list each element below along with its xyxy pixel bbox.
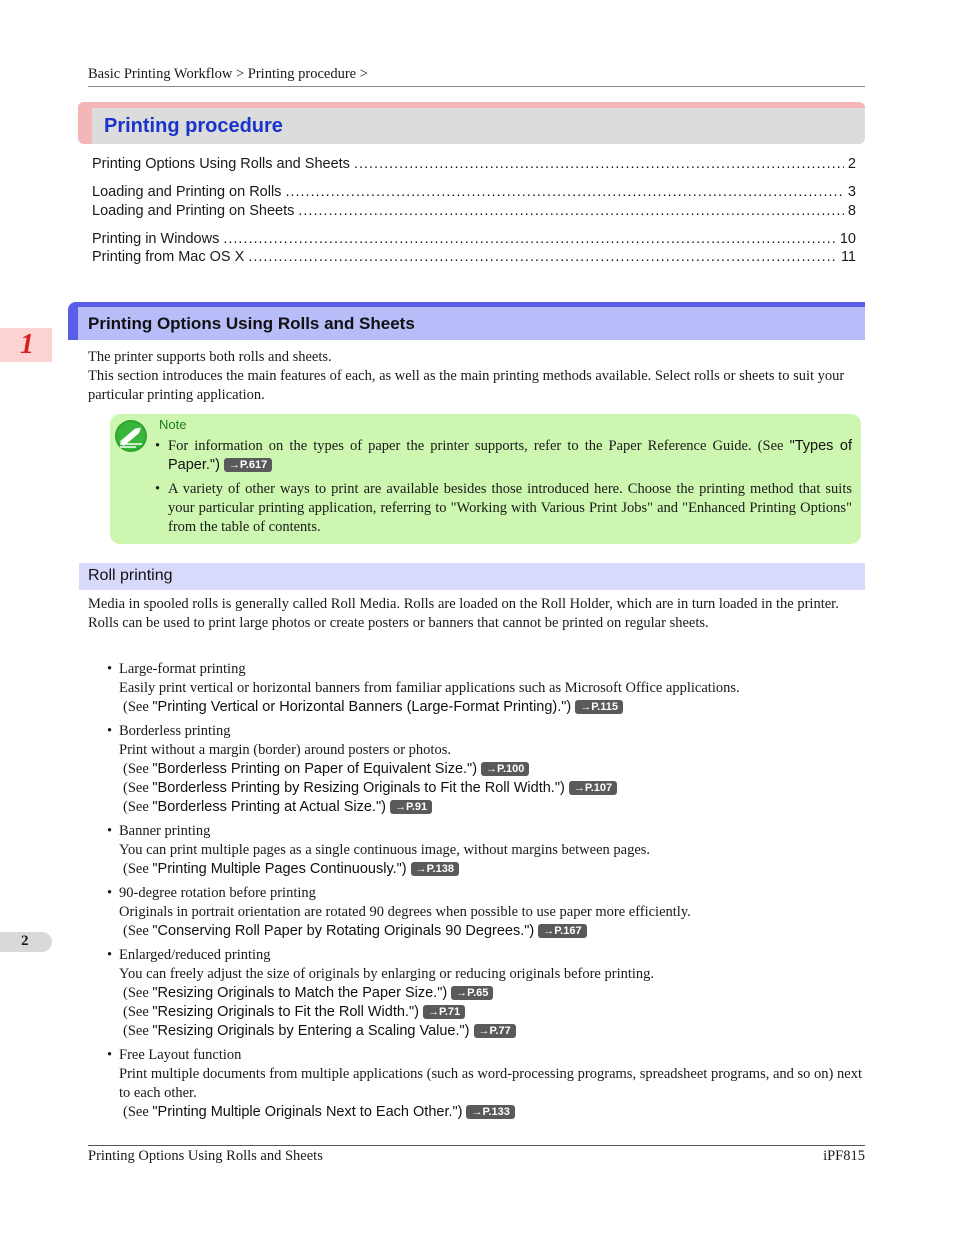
page-ref-badge[interactable]: →P.100 <box>481 762 529 776</box>
section-heading: Printing Options Using Rolls and Sheets <box>88 314 415 333</box>
see-reference: (See "Borderless Printing at Actual Size.") →P.91 <box>119 798 867 817</box>
toc-item-windows[interactable] <box>92 230 856 248</box>
intro-paragraph: The printer supports both rolls and sheets. This section introduces the main features of each, as well as the main printing methods available. Select rolls or sheets to suit your particular printing application. <box>88 349 845 403</box>
toc-item-loading-sheets[interactable] <box>92 202 856 220</box>
toc-item-mac[interactable] <box>92 248 856 266</box>
reference-link[interactable]: "Conserving Roll Paper by Rotating Originals 90 Degrees.") <box>152 923 535 939</box>
toc-title[interactable]: Loading and Printing on Sheets <box>92 203 295 219</box>
page-footer <box>88 1145 865 1165</box>
page-ref-badge[interactable]: →P.133 <box>466 1105 514 1119</box>
toc-title[interactable]: Loading and Printing on Rolls <box>92 184 282 200</box>
reference-link[interactable]: "Borderless Printing on Paper of Equivalent Size.") <box>152 761 478 777</box>
toc-title[interactable]: Printing in Windows <box>92 231 220 247</box>
subsection-heading-banner <box>79 563 865 590</box>
toc-page[interactable]: 2 <box>847 156 856 172</box>
see-reference: (See "Resizing Originals to Fit the Roll Width.") →P.71 <box>119 1003 867 1022</box>
types-of-paper-link[interactable]: "Types of Paper.") <box>168 438 852 473</box>
see-reference: (See "Printing Vertical or Horizontal Banners (Large-Format Printing).") →P.115 <box>119 698 867 717</box>
toc-item-printing-options[interactable] <box>92 155 856 173</box>
toc-page[interactable]: 11 <box>840 249 856 265</box>
reference-link[interactable]: "Borderless Printing at Actual Size.") <box>152 799 386 815</box>
see-reference: (See "Resizing Originals by Entering a Scaling Value.") →P.77 <box>119 1022 867 1041</box>
page-title-banner <box>78 102 865 144</box>
page-ref-badge[interactable]: →P.77 <box>474 1024 516 1038</box>
chapter-tab <box>0 328 52 362</box>
see-reference: (See "Borderless Printing on Paper of Equivalent Size.") →P.100 <box>119 760 867 779</box>
reference-link[interactable]: "Resizing Originals by Entering a Scaling Value.") <box>152 1023 470 1039</box>
breadcrumb <box>88 66 865 87</box>
reference-link[interactable]: "Borderless Printing by Resizing Originals to Fit the Roll Width.") <box>152 780 565 796</box>
see-reference: (See "Resizing Originals to Match the Paper Size.") →P.65 <box>119 984 867 1003</box>
chapter-number: 1 <box>20 329 34 360</box>
reference-link[interactable]: "Resizing Originals to Fit the Roll Width.") <box>152 1004 419 1020</box>
reference-link[interactable]: "Resizing Originals to Match the Paper Size.") <box>152 985 448 1001</box>
list-item-banner: • Banner printing You can print multiple pages as a single continuous image, without margins between pages. (See "Printing Multiple Pages Continuously.") →P.138 <box>107 822 867 879</box>
page-ref-badge[interactable]: →P.107 <box>569 781 617 795</box>
reference-link[interactable]: "Printing Vertical or Horizontal Banners (Large-Format Printing).") <box>152 699 572 715</box>
page-ref-badge[interactable]: →P.65 <box>451 986 493 1000</box>
pencil-icon <box>114 419 148 453</box>
footer-model: iPF815 <box>823 1148 865 1164</box>
toc-title[interactable]: Printing from Mac OS X <box>92 249 245 265</box>
toc-item-loading-rolls[interactable] <box>92 183 856 201</box>
list-item-enlarged-reduced: • Enlarged/reduced printing You can freely adjust the size of originals by enlarging or reducing originals before printing. (See "Resizing Originals to Match the Paper Size.") →P.65 (See "Resizing Originals to Fit the Roll Width.") →P.71 (See "Resizing Originals by Entering a Scaling Value.") →P.77 <box>107 946 867 1041</box>
note-box <box>110 414 861 544</box>
section-heading-banner <box>68 302 865 340</box>
footer-section-title: Printing Options Using Rolls and Sheets <box>88 1148 323 1164</box>
see-reference: (See "Conserving Roll Paper by Rotating Originals 90 Degrees.") →P.167 <box>119 922 867 941</box>
list-item-borderless: • Borderless printing Print without a margin (border) around posters or photos. (See "Borderless Printing on Paper of Equivalent Size.") →P.100 (See "Borderless Printing by Resizing Originals to Fit the Roll Width.") →P.107 (See "Borderless Printing at Actual Size.") →P.91 <box>107 722 867 817</box>
page-ref-badge[interactable]: →P.71 <box>423 1005 465 1019</box>
page-ref-badge[interactable]: →P.617 <box>224 458 272 472</box>
toc-title[interactable]: Printing Options Using Rolls and Sheets <box>92 156 350 172</box>
note-bullet-1: • For information on the types of paper the printer supports, refer to the Paper Reference Guide. (See "Types of Paper.") →P.617 <box>155 438 852 473</box>
toc-page[interactable]: 10 <box>839 231 856 247</box>
toc-page[interactable]: 8 <box>847 203 856 219</box>
page-ref-badge[interactable]: →P.115 <box>575 700 623 714</box>
note-label: Note <box>159 417 187 432</box>
page-ref-badge[interactable]: →P.167 <box>538 924 586 938</box>
list-item-large-format: • Large-format printing Easily print vertical or horizontal banners from familiar applications such as Microsoft Office applications. (See "Printing Vertical or Horizontal Banners (Large-Format Printing).") →P.115 <box>107 660 867 717</box>
toc-page[interactable]: 3 <box>847 184 856 200</box>
reference-link[interactable]: "Printing Multiple Pages Continuously.") <box>152 861 407 877</box>
see-reference: (See "Borderless Printing by Resizing Originals to Fit the Roll Width.") →P.107 <box>119 779 867 798</box>
list-item-free-layout: • Free Layout function Print multiple documents from multiple applications (such as word-processing programs, spreadsheet programs, and so on) next to each other. (See "Printing Multiple Originals Next to Each Other.") →P.133 <box>107 1046 867 1122</box>
reference-link[interactable]: "Printing Multiple Originals Next to Each Other.") <box>152 1104 463 1120</box>
page-title: Printing procedure <box>104 115 283 137</box>
note-bullet-2: • A variety of other ways to print are available besides those introduced here. Choose the printing method that suits your particular printing application, referring to "Working with Various Print Jobs" and "Enhanced Printing Options" from the table of contents. <box>155 481 852 535</box>
see-reference: (See "Printing Multiple Originals Next to Each Other.") →P.133 <box>119 1103 867 1122</box>
breadcrumb-text: Basic Printing Workflow > Printing procedure > <box>88 66 368 82</box>
see-reference: (See "Printing Multiple Pages Continuously.") →P.138 <box>119 860 867 879</box>
page-number: 2 <box>21 933 29 949</box>
subsection-heading: Roll printing <box>88 567 173 584</box>
page-ref-badge[interactable]: →P.138 <box>411 862 459 876</box>
page-ref-badge[interactable]: →P.91 <box>390 800 432 814</box>
page-number-tab <box>0 932 52 952</box>
roll-intro-paragraph: Media in spooled rolls is generally called Roll Media. Rolls are loaded on the Roll Holder, which are in turn loaded in the printer. Rolls can be used to print large photos or create posters or banners that cannot be printed on regular sheets. <box>88 596 839 631</box>
list-item-rotation: • 90-degree rotation before printing Originals in portrait orientation are rotated 90 degrees when possible to use paper more efficiently. (See "Conserving Roll Paper by Rotating Originals 90 Degrees.") →P.167 <box>107 884 867 941</box>
